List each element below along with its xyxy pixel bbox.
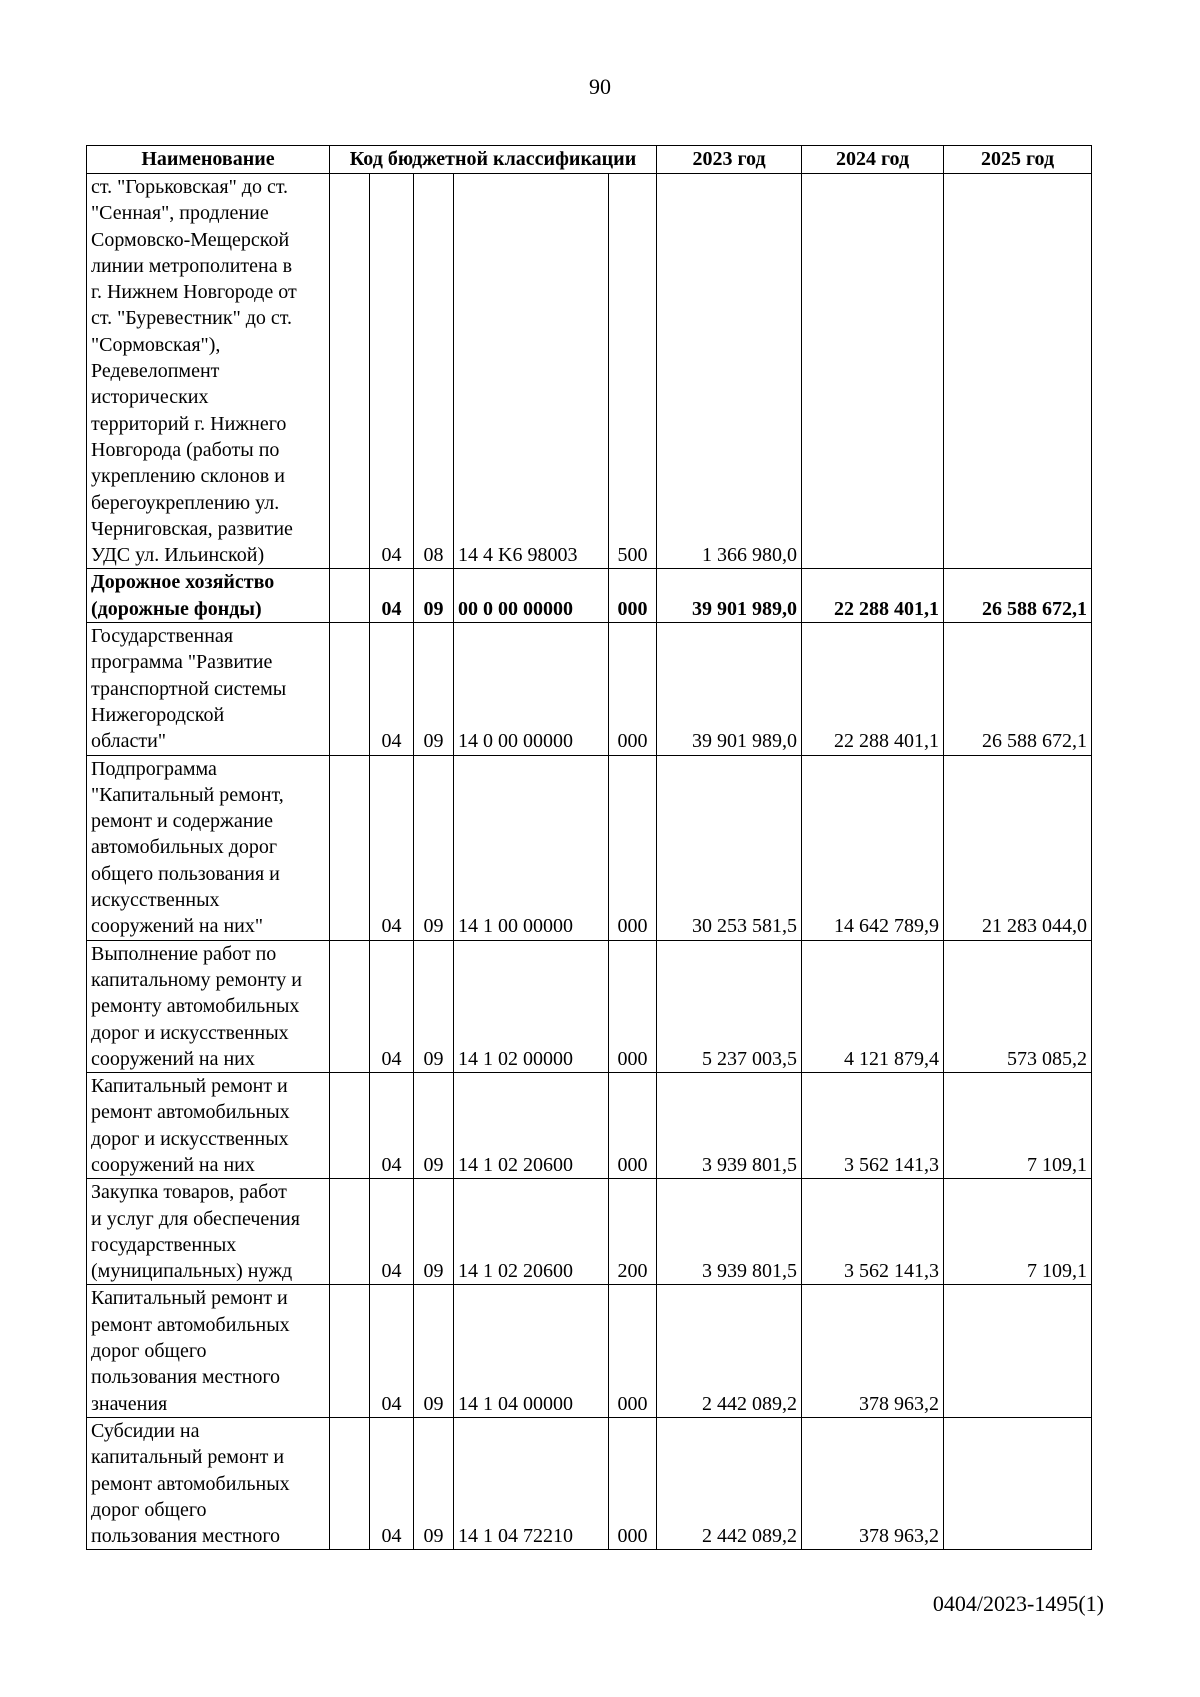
row-code-expense-type: 000 — [609, 1073, 657, 1179]
table-row — [87, 940, 1092, 1072]
row-code-target: 14 1 02 00000 — [454, 940, 609, 1072]
table-row — [87, 1179, 1092, 1285]
row-code-section: 04 — [370, 940, 414, 1072]
row-2025 — [944, 1417, 1092, 1549]
row-code-section: 04 — [370, 174, 414, 569]
row-code-target: 14 4 K6 98003 — [454, 174, 609, 569]
row-name: Субсидии на капитальный ремонт и ремонт автомобильных дорог общего пользования местного — [87, 1417, 330, 1549]
row-2025: 7 109,1 — [944, 1073, 1092, 1179]
row-2023: 2 442 089,2 — [657, 1417, 802, 1549]
row-code-section: 04 — [370, 1285, 414, 1417]
row-name: ст. "Горьковская" до ст. "Сенная", продление Сормовско-Мещерской линии метрополитена в г. Нижнем Новгороде от ст. "Буревестник" до ст. "Сормовская"), Редевелопмент исторических территорий г. Нижнего Новгорода (работы по укреплению склонов и берегоукреплению ул. Черниговская, развитие УДС ул. Ильинской) — [87, 174, 330, 569]
row-code-expense-type: 000 — [609, 623, 657, 755]
row-name: Капитальный ремонт и ремонт автомобильных дорог и искусственных сооружений на них — [87, 1073, 330, 1179]
budget-table — [86, 145, 1092, 1550]
row-code-target: 14 1 04 72210 — [454, 1417, 609, 1549]
table-row — [87, 569, 1092, 623]
row-code-target: 14 0 00 00000 — [454, 623, 609, 755]
header-2023: 2023 год — [657, 146, 802, 174]
row-2024: 4 121 879,4 — [802, 940, 944, 1072]
row-name: Дорожное хозяйство (дорожные фонды) — [87, 569, 330, 623]
row-code-subsection: 09 — [414, 755, 454, 940]
row-code-empty — [330, 623, 370, 755]
row-code-expense-type: 000 — [609, 1417, 657, 1549]
row-2023: 30 253 581,5 — [657, 755, 802, 940]
row-code-expense-type: 200 — [609, 1179, 657, 1285]
row-code-target: 14 1 02 20600 — [454, 1073, 609, 1179]
row-code-subsection: 09 — [414, 940, 454, 1072]
row-name: Подпрограмма "Капитальный ремонт, ремонт и содержание автомобильных дорог общего пользования и искусственных сооружений на них" — [87, 755, 330, 940]
row-code-empty — [330, 174, 370, 569]
row-2023: 1 366 980,0 — [657, 174, 802, 569]
row-2023: 3 939 801,5 — [657, 1179, 802, 1285]
row-code-subsection: 09 — [414, 1073, 454, 1179]
row-code-section: 04 — [370, 1179, 414, 1285]
row-code-empty — [330, 1285, 370, 1417]
document-id: 0404/2023-1495(1) — [932, 1591, 1104, 1616]
table-row — [87, 623, 1092, 755]
row-2025 — [944, 174, 1092, 569]
row-code-empty — [330, 940, 370, 1072]
row-code-empty — [330, 1073, 370, 1179]
row-code-empty — [330, 755, 370, 940]
row-code-target: 14 1 00 00000 — [454, 755, 609, 940]
row-code-expense-type: 500 — [609, 174, 657, 569]
row-code-empty — [330, 1417, 370, 1549]
table-row — [87, 174, 1092, 569]
row-name: Государственная программа "Развитие транспортной системы Нижегородской области" — [87, 623, 330, 755]
row-code-empty — [330, 569, 370, 623]
row-name: Закупка товаров, работ и услуг для обеспечения государственных (муниципальных) нужд — [87, 1179, 330, 1285]
row-2025: 21 283 044,0 — [944, 755, 1092, 940]
row-2025: 26 588 672,1 — [944, 623, 1092, 755]
row-code-empty — [330, 1179, 370, 1285]
row-code-expense-type: 000 — [609, 1285, 657, 1417]
row-2024: 3 562 141,3 — [802, 1073, 944, 1179]
row-2023: 5 237 003,5 — [657, 940, 802, 1072]
row-code-section: 04 — [370, 569, 414, 623]
row-2023: 39 901 989,0 — [657, 623, 802, 755]
table-row — [87, 1285, 1092, 1417]
table-row — [87, 755, 1092, 940]
row-name: Капитальный ремонт и ремонт автомобильных дорог общего пользования местного значения — [87, 1285, 330, 1417]
row-code-section: 04 — [370, 755, 414, 940]
row-code-subsection: 09 — [414, 1417, 454, 1549]
table-row — [87, 1417, 1092, 1549]
table-row — [87, 1073, 1092, 1179]
row-code-expense-type: 000 — [609, 940, 657, 1072]
row-2023: 39 901 989,0 — [657, 569, 802, 623]
row-2024: 14 642 789,9 — [802, 755, 944, 940]
row-code-subsection: 09 — [414, 1285, 454, 1417]
header-code: Код бюджетной классификации — [330, 146, 657, 174]
row-2024: 378 963,2 — [802, 1285, 944, 1417]
row-2023: 2 442 089,2 — [657, 1285, 802, 1417]
header-name: Наименование — [87, 146, 330, 174]
row-code-subsection: 09 — [414, 569, 454, 623]
row-code-target: 14 1 02 20600 — [454, 1179, 609, 1285]
table-header-row — [87, 146, 1092, 174]
row-code-target: 14 1 04 00000 — [454, 1285, 609, 1417]
row-2024: 22 288 401,1 — [802, 623, 944, 755]
row-code-target: 00 0 00 00000 — [454, 569, 609, 623]
row-2025 — [944, 1285, 1092, 1417]
page-number: 90 — [589, 74, 611, 99]
row-code-section: 04 — [370, 1417, 414, 1549]
row-2024: 3 562 141,3 — [802, 1179, 944, 1285]
row-code-expense-type: 000 — [609, 569, 657, 623]
row-code-subsection: 09 — [414, 1179, 454, 1285]
row-2024 — [802, 174, 944, 569]
row-code-subsection: 08 — [414, 174, 454, 569]
header-2025: 2025 год — [944, 146, 1092, 174]
row-2024: 378 963,2 — [802, 1417, 944, 1549]
row-2023: 3 939 801,5 — [657, 1073, 802, 1179]
row-2025: 7 109,1 — [944, 1179, 1092, 1285]
row-code-section: 04 — [370, 1073, 414, 1179]
row-code-subsection: 09 — [414, 623, 454, 755]
row-code-section: 04 — [370, 623, 414, 755]
row-2025: 573 085,2 — [944, 940, 1092, 1072]
row-2024: 22 288 401,1 — [802, 569, 944, 623]
row-2025: 26 588 672,1 — [944, 569, 1092, 623]
row-name: Выполнение работ по капитальному ремонту и ремонту автомобильных дорог и искусственных сооружений на них — [87, 940, 330, 1072]
row-code-expense-type: 000 — [609, 755, 657, 940]
header-2024: 2024 год — [802, 146, 944, 174]
